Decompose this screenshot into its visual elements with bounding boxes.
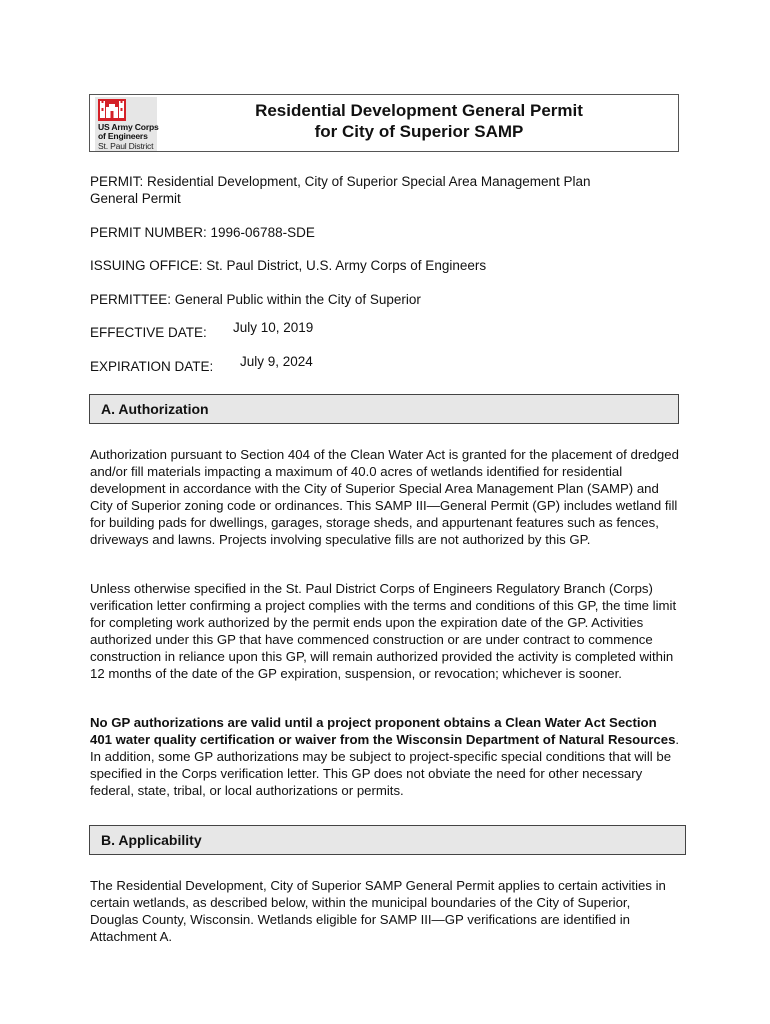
section-a-notice-rest: . In addition, some GP authorizations may be subject to project-specific special conditions that will be specified in the Corps verification letter. This GP does not obviate the need for other necessary federal, state, tribal, or local authorizations or permits. (90, 732, 680, 798)
usace-logo (95, 97, 157, 151)
permit-number: PERMIT NUMBER: 1996-06788-SDE (90, 225, 315, 240)
effective-date-value: July 10, 2019 (233, 320, 314, 335)
logo-text-line1: US Army Corps (98, 122, 159, 132)
logo-text-line2: of Engineers (98, 131, 148, 141)
permit-line-2: General Permit (90, 191, 181, 206)
title-line-2: for City of Superior SAMP (314, 122, 524, 141)
expiration-date-value: July 9, 2024 (240, 354, 313, 369)
section-a-header (89, 394, 679, 424)
section-a-paragraph-3 (90, 714, 682, 799)
effective-date-label: EFFECTIVE DATE: (90, 325, 207, 340)
section-a-paragraph-1: Authorization pursuant to Section 404 of the Clean Water Act is granted for the placement of dredged and/or fill materials impacting a maximum of 40.0 acres of wetlands identified for residential development in accordance with the City of Superior Special Area Management Plan (SAMP) and City of Superior zoning code or ordinances. This SAMP III—General Permit (GP) includes wetland fill for building pads for dwellings, garages, storage sheds, and appurtenant features such as fences, driveways and lawns. Projects involving speculative fills are not authorized by this GP. (90, 447, 679, 547)
permit-field (90, 173, 591, 207)
document-title (160, 100, 678, 142)
permittee: PERMITTEE: General Public within the City of Superior (90, 292, 421, 307)
title-line-1: Residential Development General Permit (255, 101, 583, 120)
section-b-paragraph-1: The Residential Development, City of Superior SAMP General Permit applies to certain activities in certain wetlands, as described below, within the municipal boundaries of the City of Superior, Douglas County, Wisconsin. Wetlands eligible for SAMP III—GP verifications are identified in Attachment A. (90, 878, 666, 944)
section-b-heading: B. Applicability (101, 832, 202, 848)
expiration-date-label: EXPIRATION DATE: (90, 359, 214, 374)
section-a-paragraph-2: Unless otherwise specified in the St. Paul District Corps of Engineers Regulatory Branch (Corps) verification letter confirming a project complies with the terms and conditions of this GP, the time limit for completing work authorized by the permit ends upon the expiration date of the GP. Activities authorized under this GP that have commenced construction or are under contract to commence construction in reliance upon this GP, will remain authorized provided the activity is completed within 12 months of the date of the GP expiration, suspension, or revocation; whichever is sooner. (90, 581, 677, 681)
issuing-office: ISSUING OFFICE: St. Paul District, U.S. Army Corps of Engineers (90, 258, 487, 273)
logo-text-district: St. Paul District (98, 141, 154, 151)
castle-icon (98, 99, 126, 121)
section-a-heading: A. Authorization (101, 401, 209, 417)
permit-line-1: PERMIT: Residential Development, City of Superior Special Area Management Plan (90, 174, 591, 189)
document-header (89, 94, 679, 152)
section-b-header (89, 825, 686, 855)
section-a-notice-bold: No GP authorizations are valid until a project proponent obtains a Clean Water Act Section 401 water quality certification or waiver from the Wisconsin Department of Natural Resources (90, 715, 676, 747)
